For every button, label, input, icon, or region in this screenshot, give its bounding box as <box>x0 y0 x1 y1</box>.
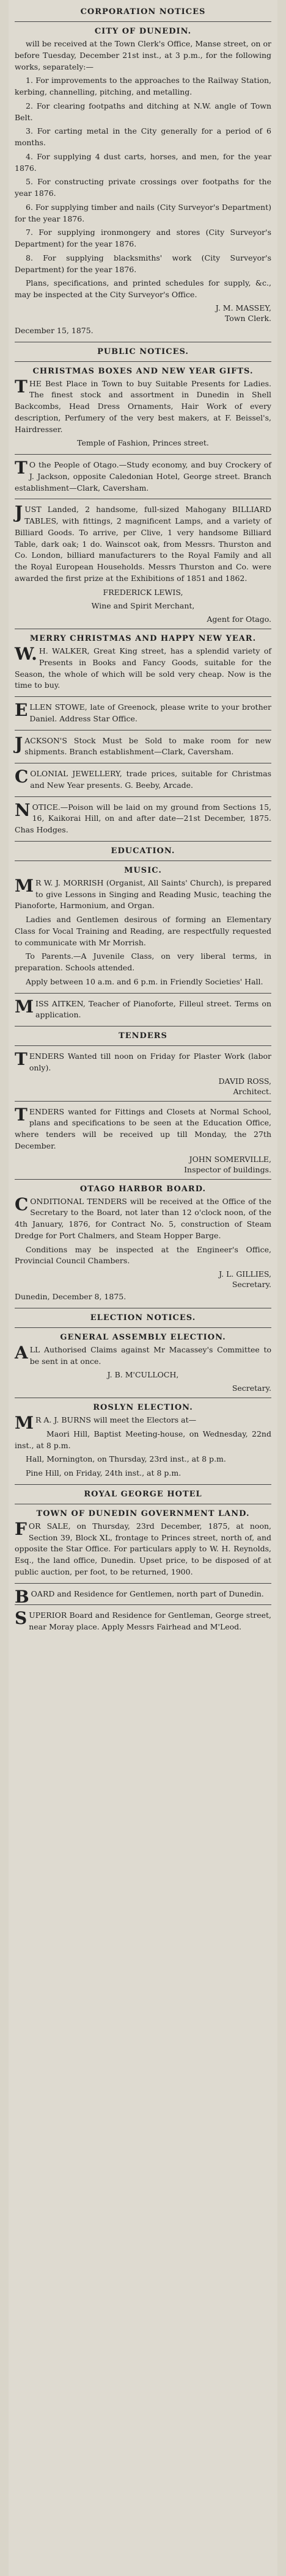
aitken-ad: MISS AITKEN, Teacher of Pianoforte, Filleul street. Terms on application. <box>15 996 271 1020</box>
mcculloch-sig: J. B. M'CULLOCH, <box>107 1370 179 1380</box>
divider <box>15 696 271 697</box>
christmas-heading: CHRISTMAS BOXES AND NEW YEAR GIFTS. <box>32 366 254 376</box>
royal-heading: ROYAL GEORGE HOTEL <box>84 1489 202 1499</box>
divider <box>15 21 271 22</box>
gillies-sig: J. L. GILLIES, <box>219 1269 271 1279</box>
tenders-heading: TENDERS <box>119 1031 167 1041</box>
newspaper-page <box>9 0 277 2576</box>
lewis-role: Wine and Spirit Merchant, <box>91 601 195 611</box>
billiard-ad: JUST Landed, 2 handsome, full-sized Mahogany BILLIARD TABLES, with fittings, 2 magnificent Lamps, and a variety of Billiard Goods. To arrive, per Clive, 1 very handsome Billiard Table, dark oak; 1 do. Wainscot oak, from Messrs. Thurston and Co. London, billiard manufacturers to the Royal Family and all the Royal European Households. Messrs Thurston and Co. were awarded the first prize at the Exhibitions of 1851 and 1862. <box>15 502 271 583</box>
tender-item-3: 3. For carting metal in the City generally for a period of 6 months. <box>15 126 271 147</box>
burns-ad: MR A. J. BURNS will meet the Electors at— <box>15 1413 197 1433</box>
roslyn-heading: ROSLYN ELECTION. <box>93 1403 193 1412</box>
superior-ad: SUPERIOR Board and Residence for Gentleman, George street, near Moray place. Apply Messrs Fairhead and M'Leod. <box>15 1608 271 1631</box>
divider <box>15 796 271 797</box>
notice-date: December 15, 1875. <box>15 325 94 335</box>
merry-heading: MERRY CHRISTMAS AND HAPPY NEW YEAR. <box>29 634 257 643</box>
divider <box>15 454 271 455</box>
ross-sig: DAVID ROSS, <box>218 1076 271 1086</box>
assembly-ad: ALL Authorised Claims against Mr Macassey's Committee to be sent in at once. <box>15 1342 271 1366</box>
tender-item-1: 1. For improvements to the approaches to the Railway Station, kerbing, channelling, pitching, and metalling. <box>15 76 271 96</box>
burns-2: Maori Hill, Baptist Meeting-house, on Wednesday, 22nd inst., at 8 p.m. <box>15 1429 271 1450</box>
divider <box>15 361 271 362</box>
divider <box>15 993 271 994</box>
divider <box>15 1583 271 1584</box>
morrish-4: Apply between 10 a.m. and 6 p.m. in Friendly Societies' Hall. <box>26 976 263 986</box>
tender-intro: will be received at the Town Clerk's Office, Manse street, on or before Tuesday, December 21st inst., at 3 p.m., for the following works, separately:— <box>15 39 271 71</box>
jewellery-ad: COLONIAL JEWELLERY, trade prices, suitable for Christmas and New Year presents. G. Beeby, Arcade. <box>15 767 271 790</box>
fittings-ad: TENDERS wanted for Fittings and Closets at Normal School, plans and specifications to be seen at the Education Office, where tenders will be received up till Monday, the 27th December. <box>15 1104 271 1150</box>
walker-ad: W.H. WALKER, Great King street, has a splendid variety of Presents in Books and Fancy Goods, suitable for the Season, the whole of which will be sold very cheap. Now is the time to buy. <box>15 644 271 690</box>
harbor-ad: CONDITIONAL TENDERS will be received at the Office of the Secretary to the Board, not later than 12 o'clock noon, of the 4th January, 1876, for Contract No. 5, construction of Steam Dredge for Port Chalmers, and Steam Hopper Barge. <box>15 1194 271 1240</box>
mcculloch-role: Secretary. <box>232 1384 271 1393</box>
harbor-2: Conditions may be inspected at the Engineer's Office, Provincial Council Chambers. <box>15 1244 271 1266</box>
gillies-role: Secretary. <box>232 1280 271 1289</box>
jackson-ad: JACKSON'S Stock Must be Sold to make room for new shipments. Branch establishment—Clark, Caversham. <box>15 733 271 757</box>
ross-role: Architect. <box>233 1086 271 1096</box>
plaster-ad: TENDERS Wanted till noon on Friday for Plaster Work (labor only). <box>15 1049 271 1072</box>
burns-3: Hall, Mornington, on Thursday, 23rd inst., at 8 p.m. <box>26 1454 226 1464</box>
board-ad: BOARD and Residence for Gentlemen, north part of Dunedin. <box>15 1586 264 1607</box>
tender-item-2: 2. For clearing footpaths and ditching at N.W. angle of Town Belt. <box>15 101 271 122</box>
section-city-of-dunedin: CITY OF DUNEDIN. <box>94 27 192 36</box>
divider <box>15 730 271 731</box>
land-ad: FOR SALE, on Thursday, 23rd December, 1875, at noon, Section 39, Block XL, frontage to Princes street, north of, and opposite the Star Office. For particulars apply to W. H. Reynolds, Esq., the land office, Dunedin. Upset price, to be disposed of at public auction, per foot, to be returned, 1900. <box>15 1518 271 1576</box>
morrish-ad: MR W. J. MORRISH (Organist, All Saints' Church), is prepared to give Lessons in Singing and Reading Music, teaching the Pianoforte, Harmonium, and Organ. <box>15 875 271 911</box>
divider <box>15 841 271 842</box>
general-assembly-heading: GENERAL ASSEMBLY ELECTION. <box>60 1332 226 1342</box>
education-heading: EDUCATION. <box>111 846 175 856</box>
poison-ad: NOTICE.—Poison will be laid on my ground from Sections 15, 16, Kaikorai Hill, on and after date—21st December, 1875. Chas Hodges. <box>15 799 271 834</box>
divider <box>15 1604 271 1605</box>
divider <box>15 1045 271 1046</box>
signature-role: Town Clerk. <box>224 313 271 323</box>
tender-item-5: 5. For constructing private crossings over footpaths for the year 1876. <box>15 177 271 198</box>
tender-item-4: 4. For supplying 4 dust carts, horses, and men, for the year 1876. <box>15 151 271 173</box>
gillies-date: Dunedin, December 8, 1875. <box>15 1292 127 1301</box>
tender-item-6: 6. For supplying timber and nails (City Surveyor's Department) for the year 1876. <box>15 202 271 223</box>
music-heading: MUSIC. <box>124 865 162 875</box>
morrish-3: To Parents.—A Juvenile Class, on very liberal terms, in preparation. Schools attended. <box>15 951 271 972</box>
christmas-sig: Temple of Fashion, Princes street. <box>77 438 209 448</box>
tender-item-7: 7. For supplying ironmongery and stores (City Surveyor's Department) for the year 1876. <box>15 228 271 248</box>
otago-people-ad: TO the People of Otago.—Study economy, and buy Crockery of J. Jackson, opposite Caledonian Hotel, George street. Branch establishment—Clark, Caversham. <box>15 458 271 492</box>
election-heading: ELECTION NOTICES. <box>90 1313 196 1322</box>
morrish-2: Ladies and Gentlemen desirous of forming an Elementary Class for Vocal Training and Reading, are respectfully requested to communicate with Mr Morrish. <box>15 915 271 947</box>
christmas-ad: THE Best Place in Town to buy Suitable Presents for Ladies. The finest stock and assortment in Dunedin in Shell Backcombs, Head Dress Ornaments, Hair Work of every description, Perfumery of the very best makers, at F. Beissel's, Hairdresser. <box>15 376 271 434</box>
burns-4: Pine Hill, on Friday, 24th inst., at 8 p.m. <box>26 1468 182 1477</box>
tender-plans: Plans, specifications, and printed schedules for supply, &c., may be inspected at the City Surveyor's Office. <box>15 278 271 299</box>
signature-massey: J. M. MASSEY, <box>215 303 271 312</box>
somerville-role: Inspector of buildings. <box>184 1164 271 1174</box>
tender-item-8: 8. For supplying blacksmiths' work (City Surveyor's Department) for the year 1876. <box>15 253 271 274</box>
divider <box>15 1327 271 1328</box>
lewis-sig: FREDERICK LEWIS, <box>103 587 183 597</box>
lewis-agent: Agent for Otago. <box>207 615 271 624</box>
land-heading: TOWN OF DUNEDIN GOVERNMENT LAND. <box>36 1509 250 1518</box>
stowe-ad: ELLEN STOWE, late of Greenock, please write to your brother Daniel. Address Star Office. <box>15 700 271 723</box>
divider <box>15 1101 271 1102</box>
divider <box>15 860 271 861</box>
harbor-heading: OTAGO HARBOR BOARD. <box>79 1184 207 1194</box>
divider <box>15 1179 271 1180</box>
divider <box>15 1484 271 1485</box>
somerville-sig: JOHN SOMERVILLE, <box>189 1154 271 1164</box>
section-corporation-notices: CORPORATION NOTICES <box>80 7 206 16</box>
section-public-notices: PUBLIC NOTICES. <box>97 347 189 356</box>
